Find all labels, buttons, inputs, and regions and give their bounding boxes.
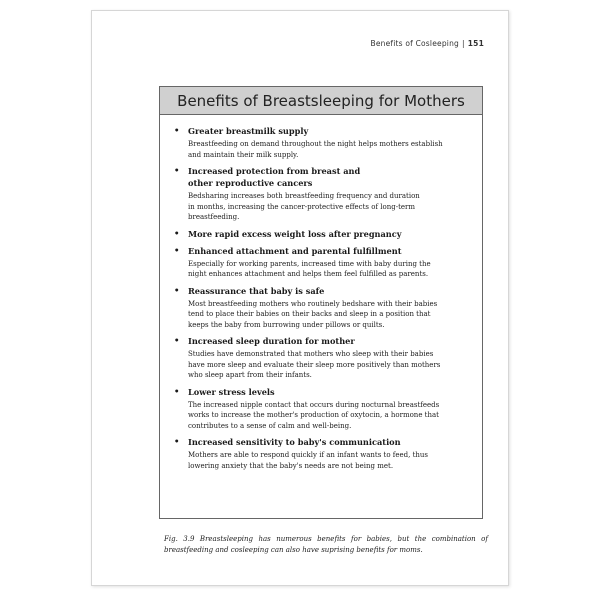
benefit-title: More rapid excess weight loss after pregnancy — [188, 228, 402, 239]
running-head-separator: | — [462, 39, 465, 48]
benefit-description: Most breastfeeding mothers who routinely bedshare with their babies tend to place their babies on their backs and sleep in a position that keeps the baby from burrowing under pillows or quilts. — [188, 299, 438, 329]
benefit-item — [172, 285, 470, 331]
bullet-icon: • — [174, 228, 180, 239]
benefit-description: Studies have demonstrated that mothers who sleep with their babies have more sleep and evaluate their sleep more positively than mothers who sleep apart from their infants. — [188, 350, 441, 379]
benefit-description: Bedsharing increases both breastfeeding frequency and duration in months, increasing the cancer-protective effects of long-term breastfeeding. — [188, 192, 420, 221]
benefit-description: Breastfeeding on demand throughout the night helps mothers establish and maintain their milk supply. — [188, 140, 443, 159]
benefit-item — [172, 245, 470, 280]
benefit-title: Lower stress levels — [188, 386, 275, 397]
benefit-description: Mothers are able to respond quickly if an infant wants to feed, thus lowering anxiety that the baby's needs are not being met. — [188, 451, 429, 470]
benefit-item — [172, 125, 470, 160]
box-title: Benefits of Breastsleeping for Mothers — [177, 91, 465, 110]
sidebar-box — [159, 86, 483, 519]
benefit-title: Greater breastmilk supply — [188, 126, 309, 136]
book-page — [91, 10, 509, 586]
benefit-item — [172, 228, 470, 240]
benefit-description: The increased nipple contact that occurs during nocturnal breastfeeds works to increase the mother's production of oxytocin, a hormone that contributes to a sense of calm and well-being. — [188, 400, 440, 430]
benefit-title: Reassurance that baby is safe — [188, 285, 325, 296]
bullet-icon: • — [174, 336, 180, 346]
bullet-icon: • — [174, 245, 180, 256]
benefits-list — [160, 115, 482, 471]
box-header — [160, 87, 482, 115]
benefit-title: Enhanced attachment and parental fulfillment — [188, 245, 402, 256]
running-head-title: Benefits of Cosleeping — [370, 39, 459, 48]
benefit-item — [172, 436, 470, 471]
benefit-item — [172, 165, 470, 223]
benefit-title: Increased sleep duration for mother — [188, 336, 355, 346]
bullet-icon: • — [174, 166, 180, 176]
bullet-icon: • — [174, 437, 180, 447]
benefit-title: Increased sensitivity to baby's communication — [188, 437, 401, 447]
bullet-icon: • — [174, 285, 180, 296]
benefit-item — [172, 386, 470, 432]
bullet-icon: • — [174, 386, 180, 397]
running-head — [370, 39, 484, 48]
figure-caption: Fig. 3.9 Breastsleeping has numerous benefits for babies, but the combination of breastfeeding and cosleeping can also have suprising benefits for moms. — [164, 535, 488, 554]
bullet-icon: • — [174, 126, 180, 136]
page-number: 151 — [467, 39, 484, 48]
benefit-description: Especially for working parents, increased time with baby during the night enhances attachment and helps them feel fulfilled as parents. — [188, 259, 431, 278]
benefit-title: Increased protection from breast and other reproductive cancers — [188, 166, 361, 188]
benefit-item — [172, 335, 470, 381]
